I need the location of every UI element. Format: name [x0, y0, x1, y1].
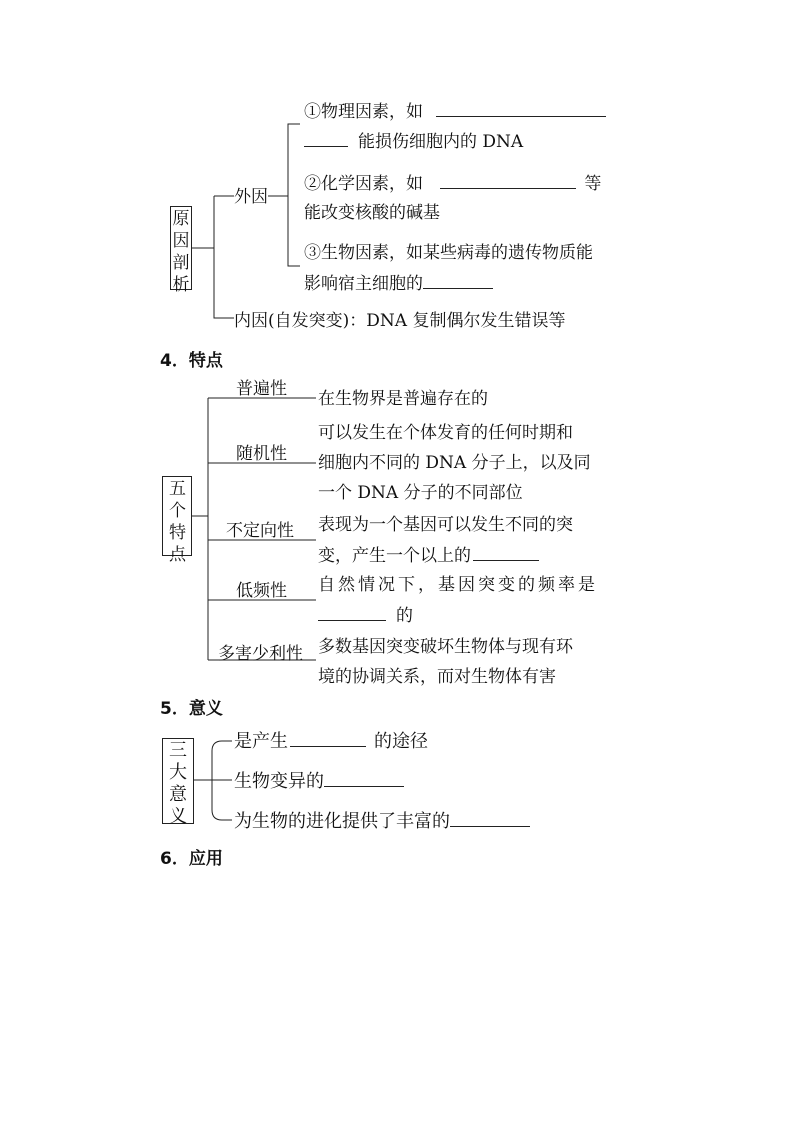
feature-desc-mostly-harmful-2: 境的协调关系，而对生物体有害: [318, 667, 556, 687]
physical-factor-line1: ①物理因素，如: [304, 100, 606, 123]
answer-blank[interactable]: [423, 272, 493, 289]
feature-label-randomness: 随机性: [236, 444, 287, 464]
feature-label-mostly-harmful: 多害少利性: [218, 644, 303, 664]
five-features-box: [162, 476, 192, 565]
significance-item-1: 是产生 的途径: [234, 731, 428, 752]
three-significance-box: [162, 738, 194, 827]
feature-label-low-frequency: 低频性: [236, 581, 287, 601]
three-significance-label: 三大意义: [169, 740, 187, 827]
answer-blank[interactable]: [450, 810, 530, 827]
cause-analysis-label: 原因剖析: [172, 209, 190, 295]
five-features-label: 五个特点: [169, 479, 186, 565]
feature-desc-randomness-1: 可以发生在个体发育的任何时期和: [318, 423, 573, 443]
feature-desc-randomness-2: 细胞内不同的 DNA 分子上，以及同: [318, 453, 591, 473]
feature-desc-low-frequency-1: 自然情况下，基因突变的频率是: [318, 575, 598, 595]
feature-desc-universality: 在生物界是普遍存在的: [318, 389, 488, 409]
biological-factor-line2: 影响宿主细胞的: [304, 272, 493, 295]
answer-blank[interactable]: [304, 130, 348, 147]
answer-blank[interactable]: [436, 100, 606, 117]
answer-blank[interactable]: [318, 604, 386, 621]
cause-analysis-box: [170, 206, 192, 295]
feature-label-universality: 普遍性: [236, 379, 287, 399]
chemical-factor-line1: ②化学因素，如 等: [304, 174, 602, 194]
section5-heading: 5．意义: [160, 699, 223, 719]
feature-desc-low-frequency-2: 的: [318, 604, 413, 627]
significance-item-3: 为生物的进化提供了丰富的: [234, 810, 530, 833]
answer-blank[interactable]: [290, 730, 366, 747]
answer-blank[interactable]: [473, 544, 539, 561]
biological-factor-line1: ③生物因素，如某些病毒的遗传物质能: [304, 243, 593, 263]
feature-desc-nondirectional-2: 变，产生一个以上的: [318, 544, 539, 567]
external-cause-label: 外因: [234, 187, 268, 207]
feature-desc-mostly-harmful-1: 多数基因突变破坏生物体与现有环: [318, 637, 573, 657]
feature-label-nondirectional: 不定向性: [226, 521, 294, 541]
feature-desc-nondirectional-1: 表现为一个基因可以发生不同的突: [318, 515, 573, 535]
cause-branch-line: [214, 196, 234, 318]
feature-desc-randomness-3: 一个 DNA 分子的不同部位: [318, 483, 523, 503]
answer-blank[interactable]: [324, 770, 404, 787]
outer-bracket-line: [288, 124, 300, 266]
physical-factor-line2: 能损伤细胞内的 DNA: [304, 130, 523, 153]
section4-heading: 4．特点: [160, 351, 223, 371]
internal-cause: 内因(自发突变)：DNA 复制偶尔发生错误等: [234, 311, 566, 331]
significance-item-2: 生物变异的: [234, 770, 404, 793]
chemical-factor-line2: 能改变核酸的碱基: [304, 203, 440, 223]
answer-blank[interactable]: [440, 172, 576, 189]
section6-heading: 6．应用: [160, 849, 223, 869]
